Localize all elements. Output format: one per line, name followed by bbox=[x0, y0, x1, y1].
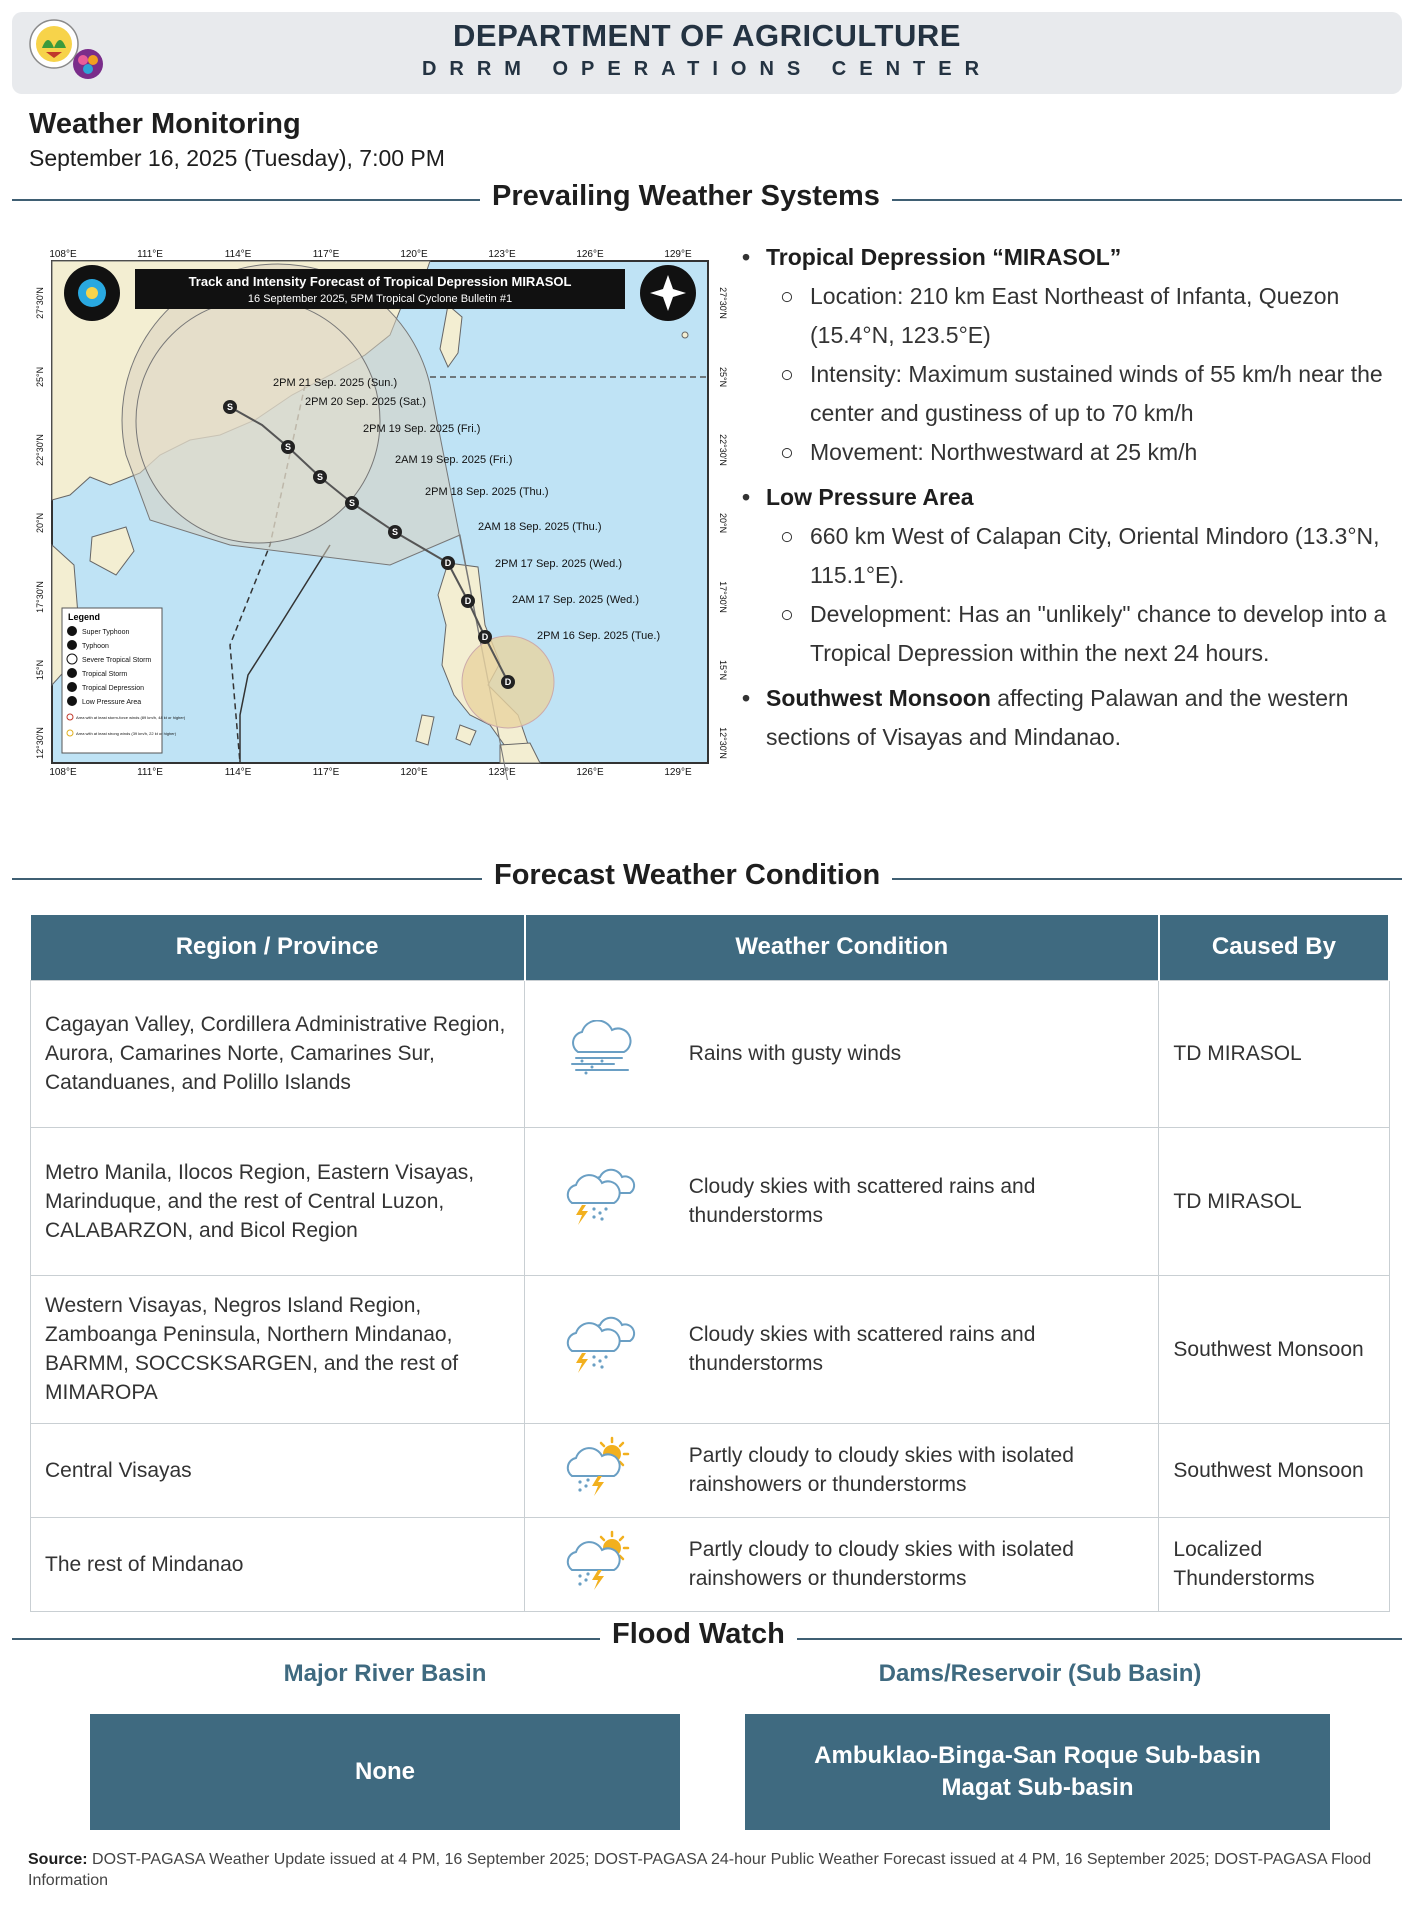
svg-text:D: D bbox=[444, 558, 452, 568]
svg-text:Typhoon: Typhoon bbox=[82, 643, 109, 650]
lon-label: 120°E bbox=[400, 249, 428, 260]
track-label: 2AM 17 Sep. 2025 (Wed.) bbox=[512, 594, 639, 606]
lat-label: 20°N bbox=[35, 512, 45, 534]
system-name: Tropical Depression “MIRASOL” bbox=[766, 244, 1122, 270]
system-text: affecting Palawan and the western sections of Visayas and Mindanao. bbox=[766, 685, 1349, 750]
system-detail: ○ Movement: Northwestward at 25 km/h bbox=[780, 439, 1198, 465]
svg-text:D: D bbox=[464, 596, 472, 606]
cloud-rain-thunder-icon bbox=[562, 1315, 638, 1375]
dams-reservoir-box bbox=[745, 1714, 1330, 1830]
pagasa-star-logo-icon bbox=[640, 265, 696, 321]
region-cell: The rest of Mindanao bbox=[31, 1517, 525, 1611]
svg-text:S: S bbox=[284, 442, 292, 452]
track-label: 2PM 17 Sep. 2025 (Wed.) bbox=[495, 558, 622, 570]
forecast-table bbox=[30, 915, 1390, 1612]
track-label: 2PM 18 Sep. 2025 (Thu.) bbox=[425, 486, 549, 498]
svg-text:D: D bbox=[481, 632, 489, 642]
table-row bbox=[31, 1275, 1390, 1423]
svg-text:D: D bbox=[504, 677, 512, 687]
lon-label: 114°E bbox=[224, 249, 252, 260]
lat-label: 22°30'N bbox=[718, 434, 728, 466]
major-river-basin-box bbox=[90, 1714, 680, 1830]
condition-cell: Cloudy skies with scattered rains and thunderstorms bbox=[675, 1127, 1159, 1275]
table-row bbox=[31, 1423, 1390, 1517]
source-note bbox=[28, 1849, 1398, 1891]
map-title: Track and Intensity Forecast of Tropical Depression MIRASOL bbox=[188, 274, 572, 289]
table-header: Region / Province bbox=[31, 915, 525, 980]
condition-cell: Partly cloudy to cloudy skies with isolated rainshowers or thunderstorms bbox=[675, 1423, 1159, 1517]
table-row bbox=[31, 980, 1390, 1127]
lat-label: 17°30'N bbox=[35, 581, 45, 613]
dams-reservoir-label: Dams/Reservoir (Sub Basin) bbox=[878, 1660, 1202, 1687]
lon-label: 120°E bbox=[400, 767, 428, 778]
lat-label: 25°N bbox=[35, 366, 45, 388]
system-detail: ○ Intensity: Maximum sustained winds of 55 km/h near the center and gustiness of up to 70 km/h bbox=[780, 361, 1383, 426]
track-label: 2PM 16 Sep. 2025 (Tue.) bbox=[537, 630, 661, 642]
report-datetime: September 16, 2025 (Tuesday), 7:00 PM bbox=[29, 145, 445, 171]
section-title-forecast: Forecast Weather Condition bbox=[482, 859, 892, 892]
pagasa-logo-icon bbox=[64, 265, 120, 321]
track-label: 2AM 18 Sep. 2025 (Thu.) bbox=[478, 521, 602, 533]
header-subtitle: DRRM OPERATIONS CENTER bbox=[421, 58, 993, 80]
svg-text:Area with at least storm-force: Area with at least storm-force winds (89 km/h, 48 kt or higher) bbox=[76, 715, 186, 720]
track-label: 2PM 21 Sep. 2025 (Sun.) bbox=[273, 377, 398, 389]
lat-label: 12°30'N bbox=[718, 727, 728, 759]
track-label: 2AM 19 Sep. 2025 (Fri.) bbox=[395, 454, 513, 466]
lat-label: 22°30'N bbox=[35, 434, 45, 466]
section-title-flood: Flood Watch bbox=[600, 1618, 797, 1651]
lon-label: 129°E bbox=[664, 249, 692, 260]
table-row bbox=[31, 1517, 1390, 1611]
lat-label: 25°N bbox=[718, 366, 728, 388]
lat-label: 12°30'N bbox=[35, 727, 45, 759]
lon-label: 108°E bbox=[49, 249, 77, 260]
map-subtitle: 16 September 2025, 5PM Tropical Cyclone Bulletin #1 bbox=[247, 293, 513, 305]
svg-text:Severe Tropical Storm: Severe Tropical Storm bbox=[82, 657, 152, 664]
lon-label: 129°E bbox=[664, 767, 692, 778]
sun-cloud-rain-thunder-icon bbox=[562, 1530, 638, 1590]
lon-label: 111°E bbox=[137, 249, 163, 260]
table-header: Weather Condition bbox=[525, 915, 1159, 980]
weather-systems-list bbox=[738, 238, 1398, 757]
svg-text:Legend: Legend bbox=[68, 612, 101, 622]
table-row bbox=[31, 1127, 1390, 1275]
lon-label: 126°E bbox=[576, 249, 604, 260]
lon-label: 111°E bbox=[137, 767, 163, 778]
header-title: DEPARTMENT OF AGRICULTURE bbox=[453, 18, 961, 53]
section-title-prevailing: Prevailing Weather Systems bbox=[480, 180, 892, 213]
dams-reservoir-value: Ambuklao-Binga-San Roque Sub-basin bbox=[814, 1742, 1261, 1769]
cloud-rain-thunder-icon bbox=[562, 1167, 638, 1227]
lat-label: 27°30'N bbox=[718, 287, 728, 319]
condition-cell: Cloudy skies with scattered rains and thunderstorms bbox=[675, 1275, 1159, 1423]
system-item: • Low Pressure Area ○ 660 km West of Calapan City, Oriental Mindoro (13.3°N, 115.1°E). ○ Development: Has an "unlikely" chance to develop into a Tropical Depression within the next 24 hours. bbox=[738, 478, 1398, 673]
track-label: 2PM 19 Sep. 2025 (Fri.) bbox=[363, 423, 481, 435]
lat-label: 27°30'N bbox=[35, 287, 45, 319]
system-item: • Tropical Depression “MIRASOL” ○ Location: 210 km East Northeast of Infanta, Quezon (15.4°N, 123.5°E) ○ Intensity: Maximum sustained winds of 55 km/h near the center and gustiness of up to 70 km/h ○ Movement: Northwestward at 25 km/h bbox=[738, 238, 1398, 472]
system-detail: ○ 660 km West of Calapan City, Oriental Mindoro (13.3°N, 115.1°E). bbox=[780, 523, 1380, 588]
lon-label: 108°E bbox=[49, 767, 77, 778]
lat-label: 20°N bbox=[718, 512, 728, 534]
svg-text:Low Pressure Area: Low Pressure Area bbox=[82, 699, 142, 706]
table-header: Caused By bbox=[1159, 915, 1389, 980]
cause-cell: TD MIRASOL bbox=[1159, 1127, 1389, 1275]
svg-text:Super Typhoon: Super Typhoon bbox=[82, 629, 130, 636]
cause-cell: Localized Thunderstorms bbox=[1159, 1517, 1389, 1611]
major-river-basin-label: Major River Basin bbox=[283, 1660, 487, 1687]
svg-text:Area with at least strong wind: Area with at least strong winds (39 km/h, 22 kt or higher) bbox=[76, 731, 177, 736]
system-detail: ○ Development: Has an "unlikely" chance to develop into a Tropical Depression within the next 24 hours. bbox=[780, 601, 1387, 666]
system-item: • Southwest Monsoon affecting Palawan and the western sections of Visayas and Mindanao. bbox=[742, 685, 1349, 750]
cause-cell: TD MIRASOL bbox=[1159, 980, 1389, 1127]
region-cell: Metro Manila, Ilocos Region, Eastern Visayas, Marinduque, and the rest of Central Luzon, CALABARZON, and Bicol Region bbox=[31, 1127, 525, 1275]
condition-cell: Rains with gusty winds bbox=[675, 980, 1159, 1127]
svg-text:S: S bbox=[391, 527, 399, 537]
lon-label: 117°E bbox=[312, 767, 340, 778]
system-detail: ○ Location: 210 km East Northeast of Infanta, Quezon (15.4°N, 123.5°E) bbox=[780, 283, 1340, 348]
system-name: Southwest Monsoon bbox=[766, 685, 991, 711]
lat-label: 15°N bbox=[718, 659, 728, 681]
region-cell: Western Visayas, Negros Island Region, Zamboanga Peninsula, Northern Mindanao, BARMM, SOCCSKSARGEN, and the rest of MIMAROPA bbox=[31, 1275, 525, 1423]
rain-gusty-wind-icon bbox=[562, 1020, 638, 1080]
track-label: 2PM 20 Sep. 2025 (Sat.) bbox=[305, 396, 427, 408]
report-title: Weather Monitoring bbox=[29, 108, 301, 140]
lat-label: 15°N bbox=[35, 659, 45, 681]
region-cell: Central Visayas bbox=[31, 1423, 525, 1517]
lon-label: 117°E bbox=[312, 249, 340, 260]
lon-label: 114°E bbox=[224, 767, 252, 778]
lon-label: 123°E bbox=[488, 249, 516, 260]
region-cell: Cagayan Valley, Cordillera Administrative Region, Aurora, Camarines Norte, Camarines Sur, Catanduanes, and Polillo Islands bbox=[31, 980, 525, 1127]
system-name: Low Pressure Area bbox=[766, 484, 974, 510]
sun-cloud-rain-thunder-icon bbox=[562, 1436, 638, 1496]
svg-text:S: S bbox=[316, 472, 324, 482]
svg-text:S: S bbox=[226, 402, 234, 412]
dams-reservoir-value: Magat Sub-basin bbox=[941, 1774, 1134, 1801]
cause-cell: Southwest Monsoon bbox=[1159, 1275, 1389, 1423]
lon-label: 126°E bbox=[576, 767, 604, 778]
lat-label: 17°30'N bbox=[718, 581, 728, 613]
major-river-basin-value: None bbox=[355, 1758, 415, 1785]
svg-text:Tropical Storm: Tropical Storm bbox=[82, 671, 128, 678]
source-text: DOST-PAGASA Weather Update issued at 4 PM, 16 September 2025; DOST-PAGASA 24-hour Public Weather Forecast issued at 4 PM, 16 September 2025; DOST-PAGASA Flood Information bbox=[28, 1851, 1372, 1889]
lon-label: 123°E bbox=[488, 767, 516, 778]
condition-cell: Partly cloudy to cloudy skies with isolated rainshowers or thunderstorms bbox=[675, 1517, 1159, 1611]
source-label: Source: bbox=[28, 1851, 88, 1868]
svg-text:Tropical Depression: Tropical Depression bbox=[82, 685, 144, 692]
svg-text:S: S bbox=[348, 498, 356, 508]
track-forecast-map bbox=[30, 245, 730, 780]
cause-cell: Southwest Monsoon bbox=[1159, 1423, 1389, 1517]
